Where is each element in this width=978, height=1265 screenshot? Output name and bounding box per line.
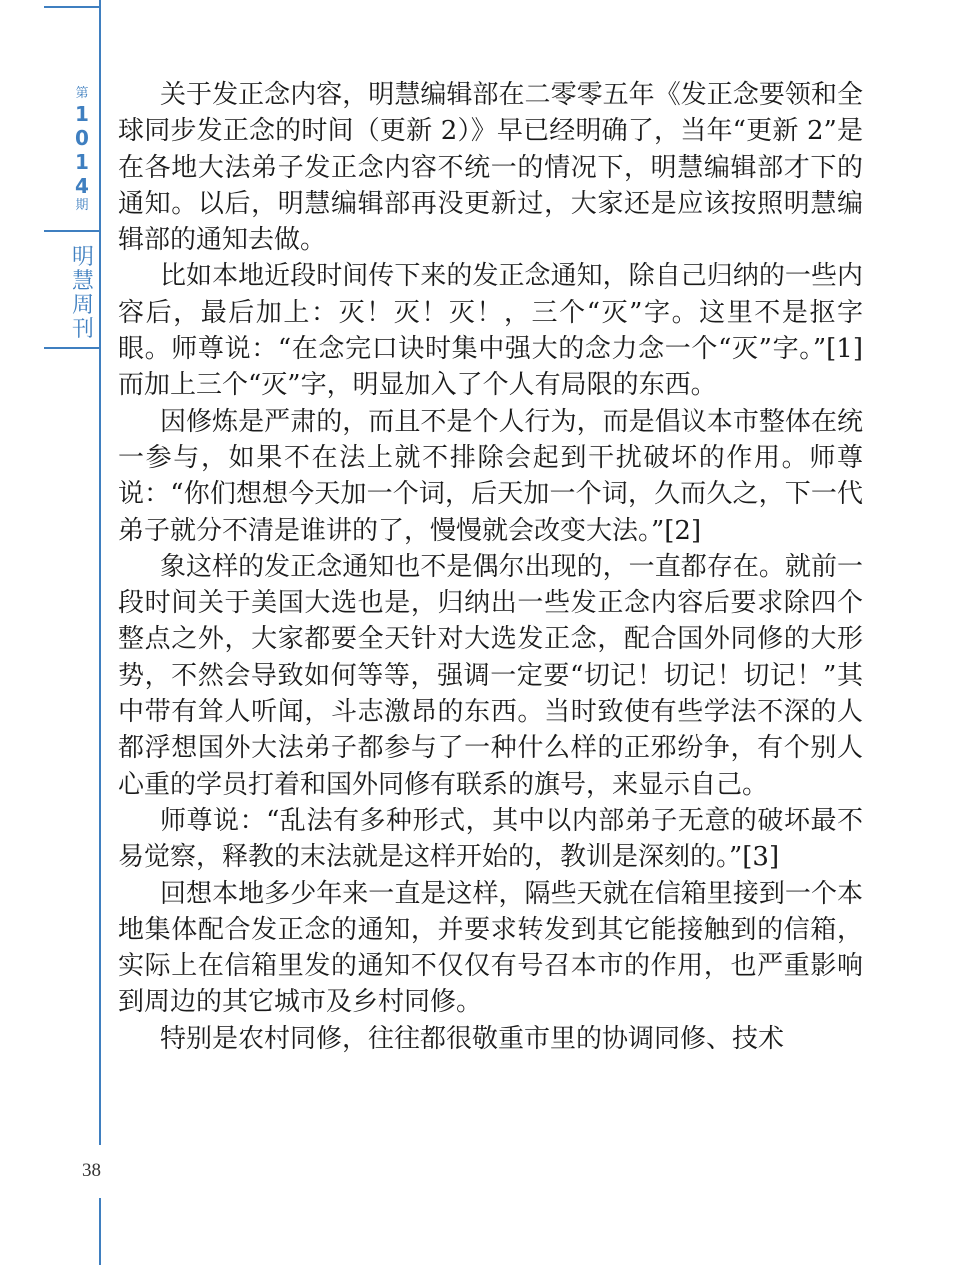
issue-digit: 4 — [75, 174, 89, 198]
issue-digit: 1 — [75, 102, 89, 126]
paragraph: 因修炼是严肃的，而且不是个人行为，而是倡议本市整体在统一参与，如果不在法上就不排除会起到干扰破坏的作用。师尊说：“你们想想今天加一个词，后天加一个词，久而久之，下一代弟子就分不清是谁讲的了，慢慢就会改变大法。”[2] — [118, 406, 863, 546]
magazine-char: 明 — [71, 245, 94, 270]
rail-line-lower — [99, 1198, 101, 1265]
issue-suffix: 期 — [75, 198, 89, 213]
rail-separator — [44, 347, 100, 349]
magazine-char: 周 — [71, 293, 94, 318]
rail-separator — [44, 230, 100, 232]
paragraph: 象这样的发正念通知也不是偶尔出现的，一直都存在。就前一段时间关于美国大选也是，归纳出一些发正念内容后要求除四个整点之外，大家都要全天针对大选发正念，配合国外同修的大形势，不然会导致如何等等，强调一定要“切记！切记！切记！”其中带有耸人听闻，斗志激昂的东西。当时致使有些学法不深的人都浮想国外大法弟子都参与了一种什么样的正邪纷争，有个别人心重的学员打着和国外同修有联系的旗号，来显示自己。 — [118, 551, 863, 800]
issue-number — [62, 86, 102, 214]
rail-top-line — [44, 0, 100, 8]
paragraph: 比如本地近段时间传下来的发正念通知，除自己归纳的一些内容后，最后加上：灭！灭！灭！，三个“灭”字。这里不是抠字眼。师尊说：“在念完口诀时集中强大的念力念一个“灭”字。”[1] 而加上三个“灭”字，明显加入了个人有局限的东西。 — [118, 261, 863, 401]
paragraph: 师尊说：“乱法有多种形式，其中以内部弟子无意的破坏最不易觉察，释教的末法就是这样开始的，教训是深刻的。”[3] — [118, 805, 863, 873]
issue-prefix: 第 — [75, 86, 89, 101]
paragraph: 关于发正念内容，明慧编辑部在二零零五年《发正念要领和全球同步发正念的时间（更新 2）》早已经明确了，当年“更新 2”是在各地大法弟子发正念内容不统一的情况下，明慧编辑部才下的通知。以后，明慧编辑部再没更新过，大家还是应该按照明慧编辑部的通知去做。 — [118, 80, 863, 256]
issue-digit: 1 — [75, 150, 89, 174]
paragraph: 特别是农村同修，往往都很敬重市里的协调同修、技术 — [160, 1023, 785, 1054]
magazine-char: 刊 — [71, 317, 94, 342]
page-number: 38 — [82, 1160, 101, 1181]
issue-digit: 0 — [75, 126, 89, 150]
magazine-title — [68, 246, 98, 342]
article-body — [118, 77, 863, 1057]
magazine-char: 慧 — [71, 269, 94, 294]
paragraph: 回想本地多少年来一直是这样，隔些天就在信箱里接到一个本地集体配合发正念的通知，并要求转发到其它能接触到的信箱，实际上在信箱里发的通知不仅仅有号召本市的作用，也严重影响到周边的其它城市及乡村同修。 — [118, 878, 863, 1018]
